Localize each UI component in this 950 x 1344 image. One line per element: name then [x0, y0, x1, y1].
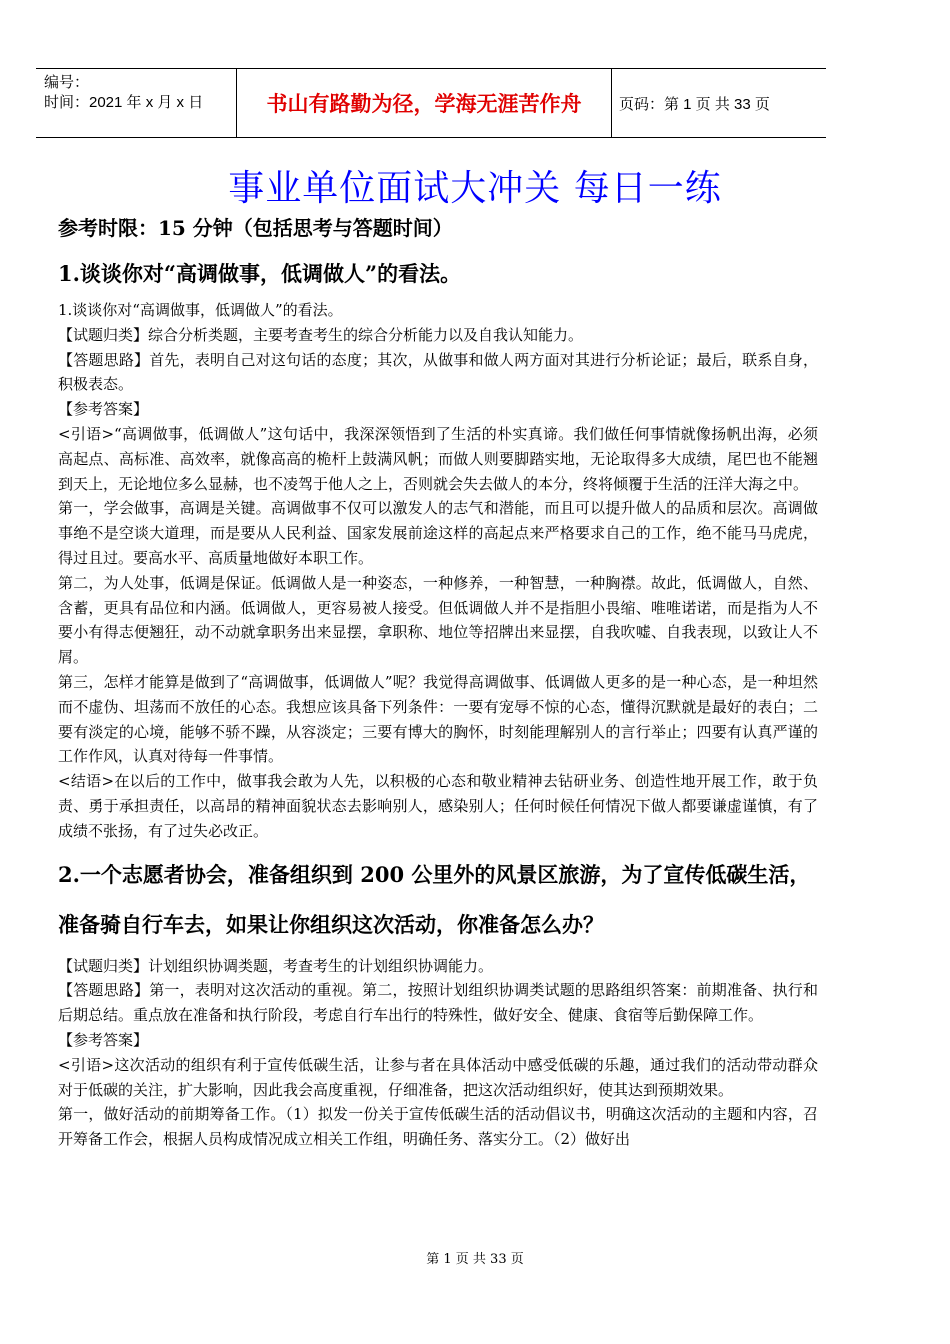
- q1-paragraph: 第三，怎样才能算是做到了“高调做事，低调做人”呢？我觉得高调做事、低调做人更多的是一种心态，是一种坦然而不虚伪、坦荡而不放任的心态。我想应该具备下列条件：一要有宠辱不惊的心态，懂得沉默就是最好的表白；二要有淡定的心境，能够不骄不躁，从容淡定；三要有博大的胸怀，时刻能理解别人的言行举止；四要有认真严谨的工作作风，认真对待每一件事情。: [58, 672, 818, 766]
- q1-paragraph: 第二，为人处事，低调是保证。低调做人是一种姿态，一种修养，一种智慧，一种胸襟。故此，低调做人，自然、含蓄，更具有品位和内涵。低调做人，更容易被人接受。但低调做人并不是指胆小畏缩、唯唯诺诺，而是指为人不要小有得志便翘狂，动不动就拿职务出来显摆，拿职称、地位等招牌出来显摆，自我吹嘘、自我表现，以致让人不屑。: [58, 573, 818, 667]
- header-page-info: 页码：第 1 页 共 33 页: [619, 95, 770, 113]
- header-meta: [36, 69, 236, 137]
- q1-paragraph: 第一，学会做事，高调是关键。高调做事不仅可以激发人的志气和潜能，而且可以提升做人的品质和层次。高调做事绝不是空谈大道理，而是要从人民利益、国家发展前途这样的高起点来严格要求自己的工作，绝不能马马虎虎，得过且过。要高水平、高质量地做好本职工作。: [58, 499, 818, 567]
- q2-paragraph: 【参考答案】: [58, 1030, 149, 1049]
- q2-paragraph: 【答题思路】第一，表明对这次活动的重视。第二，按照计划组织协调类试题的思路组织答案：前期准备、执行和后期总结。重点放在准备和执行阶段，考虑自行车出行的特殊性，做好安全、健康、食宿等后勤保障工作。: [58, 981, 818, 1025]
- question-1-heading: 1.谈谈你对“高调做事，低调做人”的看法。: [58, 261, 462, 286]
- document-body: [58, 212, 818, 1152]
- page-footer: 第 1 页 共 33 页: [426, 1252, 524, 1267]
- q1-paragraph: 【参考答案】: [58, 400, 149, 419]
- q1-paragraph: 1.谈谈你对“高调做事，低调做人”的看法。: [58, 301, 343, 319]
- q2-paragraph: 【试题归类】计划组织协调类题，考查考生的计划组织协调能力。: [58, 956, 494, 975]
- q1-paragraph: 【答题思路】首先，表明自己对这句话的态度；其次，从做事和做人两方面对其进行分析论证；最后，联系自身，积极表态。: [58, 350, 818, 394]
- q1-paragraph: 【试题归类】综合分析类题，主要考查考生的综合分析能力以及自我认知能力。: [58, 325, 584, 344]
- number-label: 编号：: [44, 74, 90, 91]
- question-2-heading: 2.一个志愿者协会，准备组织到 200 公里外的风景区旅游，为了宣传低碳生活，准备骑自行车去，如果让你组织这次活动，你准备怎么办？: [58, 861, 811, 937]
- header-motto: 书山有路勤为径，学海无涯苦作舟: [236, 69, 612, 137]
- page-title: 事业单位面试大冲关 每日一练: [228, 168, 722, 209]
- time-label: 时间：2021 年 x 月 x 日: [44, 94, 204, 111]
- q2-paragraph: <引语>这次活动的组织有利于宣传低碳生活，让参与者在具体活动中感受低碳的乐趣，通过我们的活动带动群众对于低碳的关注，扩大影响，因此我会高度重视，仔细准备，把这次活动组织好，使其达到预期效果。: [58, 1055, 818, 1099]
- q2-paragraph: 第一，做好活动的前期筹备工作。（1）拟发一份关于宣传低碳生活的活动倡议书，明确这次活动的主题和内容，召开筹备工作会，根据人员构成情况成立相关工作组，明确任务、落实分工。（2）做好出: [58, 1105, 818, 1149]
- document-header: [36, 68, 826, 138]
- time-limit: 参考时限：15 分钟（包括思考与答题时间）: [58, 216, 453, 240]
- q1-paragraph: <结语>在以后的工作中，做事我会敢为人先，以积极的心态和敬业精神去钻研业务、创造性地开展工作，敢于负责、勇于承担责任，以高昂的精神面貌状态去影响别人，感染别人；任何时候任何情况下做人都要谦虚谨慎，有了成绩不张扬，有了过失必改正。: [58, 772, 818, 840]
- q1-paragraph: <引语>“高调做事，低调做人”这句话中，我深深领悟到了生活的朴实真谛。我们做任何事情就像扬帆出海，必须高起点、高标准、高效率，就像高高的桅杆上鼓满风帆；而做人则要脚踏实地，无论取得多大成绩，尾巴也不能翘到天上，无论地位多么显赫，也不凌驾于他人之上，否则就会失去做人的本分，终将倾覆于生活的汪洋大海之中。: [58, 424, 818, 493]
